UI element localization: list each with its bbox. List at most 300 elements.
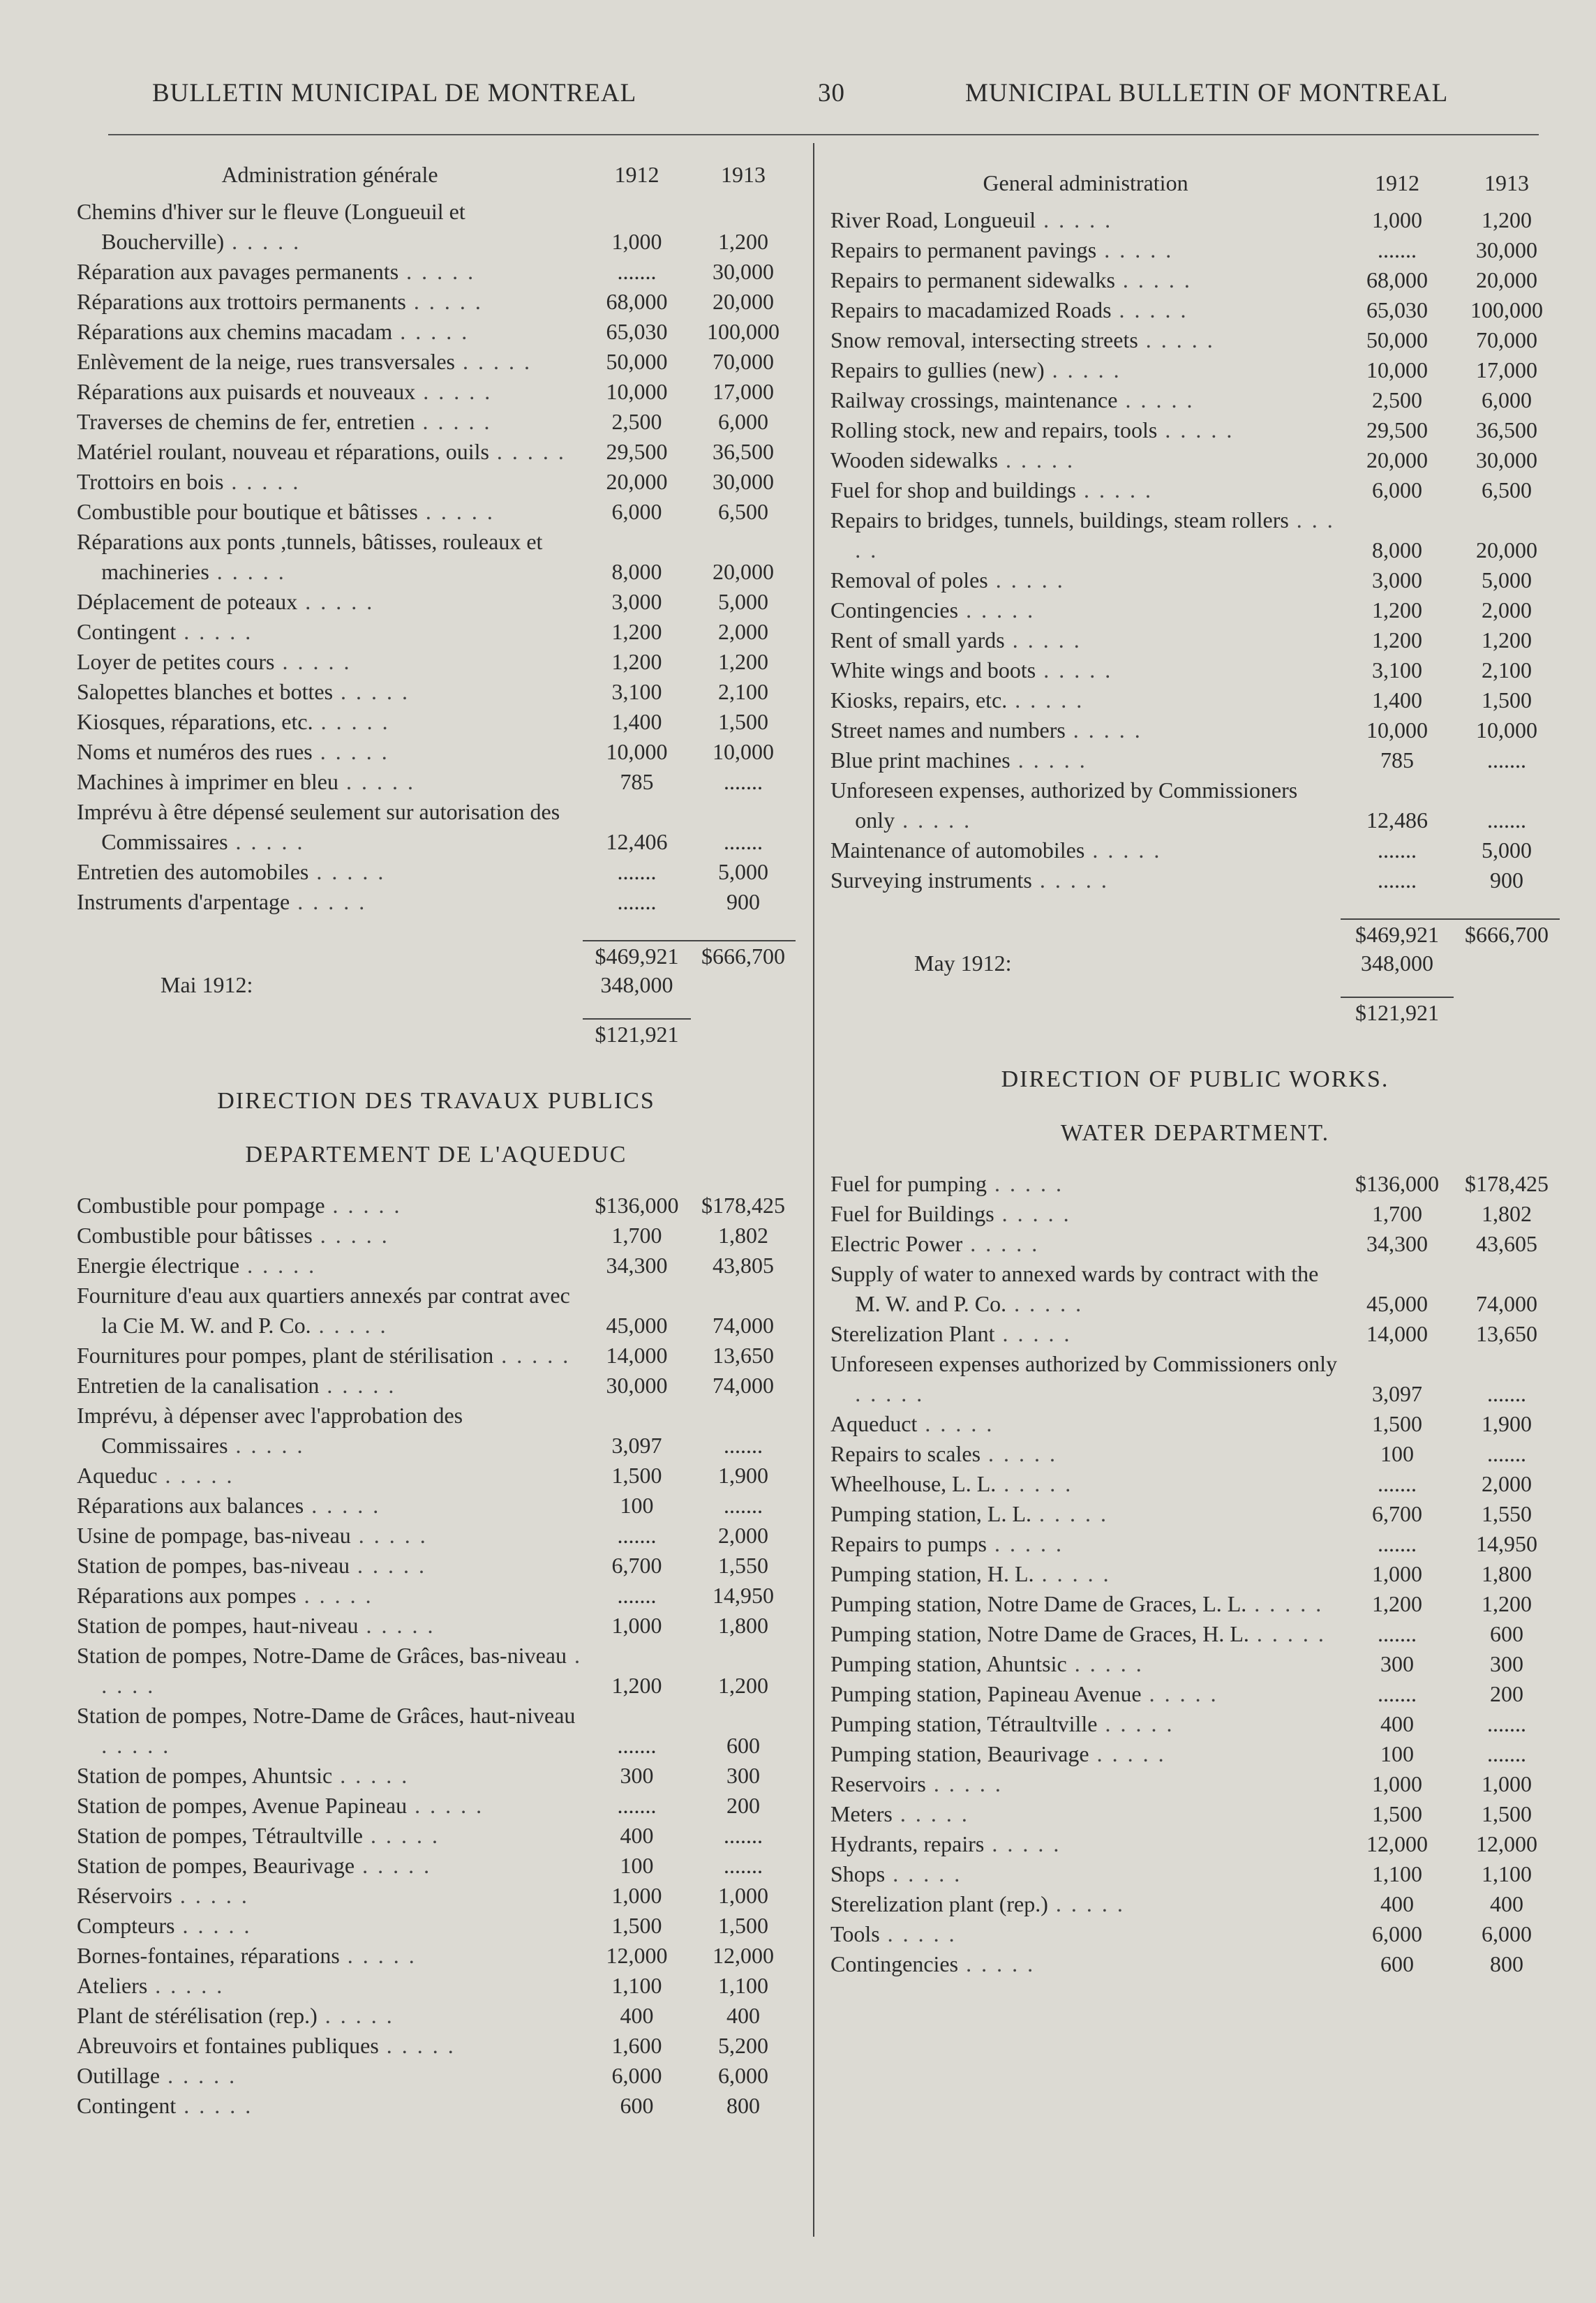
value-1913: 1,100 [1482,1861,1532,1886]
header-title-french: BULLETIN MUNICIPAL DE MONTREAL [152,79,637,107]
dot-leader: . . . . . [363,1823,440,1848]
row-label: Compteurs . . . . . [77,1913,252,1938]
value-1913: 2,000 [1482,1471,1532,1496]
row-label: Supply of water to annexed wards by contract with the M. W. and P. Co. . . . . . [830,1261,1319,1316]
value-1912: 100 [1380,1741,1414,1766]
difference-value: $121,921 [583,1018,691,1050]
admin-header [830,161,1560,205]
table-row [77,1401,796,1461]
row-label: Shops . . . . . [830,1861,962,1886]
row-label: Réparations aux chemins macadam . . . . . [77,319,470,344]
value-1912: $136,000 [1355,1171,1439,1196]
value-1913: 74,000 [713,1373,774,1398]
dot-leader: . . . . . [1010,747,1087,773]
dot-leader: . . . . . [415,409,492,434]
dot-leader: . . . . . [1036,207,1113,232]
row-label: Chemins d'hiver sur le fleuve (Longueuil et Boucherville) . . . . . [77,199,465,254]
value-1912: ....... [617,259,657,284]
row-label: Pumping station, Tétraultville . . . . . [830,1711,1174,1736]
value-1912: 29,500 [1366,417,1428,442]
dot-leader: . . . . . [1044,357,1121,382]
row-label: Combustible pour boutique et bâtisses . . . . . [77,499,495,524]
table-row [77,1581,796,1611]
dot-leader: . . . . . [308,859,386,884]
value-1913: 100,000 [1470,297,1543,322]
table-row [830,1259,1560,1319]
table-row [77,1491,796,1521]
value-1913: 200 [1490,1681,1523,1706]
table-row [830,1409,1560,1439]
row-label: Station de pompes, Ahuntsic . . . . . [77,1763,410,1788]
table-row [77,1851,796,1881]
year-1913: 1913 [721,161,766,187]
dot-leader: . . . . . [1006,1291,1084,1316]
value-1913: 1,900 [1482,1411,1532,1436]
value-1912: 1,000 [1372,207,1422,232]
value-1913: 1,200 [718,1673,768,1698]
english-column [830,161,1560,1979]
row-label: Pumping station, L. L. . . . . . [830,1501,1108,1526]
table-row [830,205,1560,235]
table-row [830,1649,1560,1679]
row-label: Blue print machines . . . . . [830,747,1087,773]
value-1913: 1,500 [1482,687,1532,713]
may-label: Mai 1912: [161,971,253,997]
table-row [830,1679,1560,1709]
table-row [830,505,1560,565]
value-1912: 1,700 [1372,1201,1422,1226]
value-1912: 1,500 [611,1463,662,1488]
value-1912: 1,500 [611,1913,662,1938]
dot-leader: . . . . . [239,1253,317,1278]
table-row [830,865,1560,895]
row-label: Réparations aux trottoirs permanents . . . . . [77,289,483,314]
value-1912: 3,000 [1372,567,1422,592]
row-label: Matériel roulant, nouveau et réparations, ouils . . . . . [77,439,566,464]
table-row [830,1829,1560,1859]
value-1912: 1,200 [1372,1591,1422,1616]
value-1912: 1,200 [1372,627,1422,653]
value-1913: 13,650 [1476,1321,1537,1346]
dot-leader: . . . . . [1141,1681,1218,1706]
value-1913: 900 [1490,867,1523,893]
row-label: Aqueduc . . . . . [77,1463,234,1488]
value-1912: 65,030 [1366,297,1428,322]
table-row [77,677,796,707]
row-label: Contingencies . . . . . [830,597,1036,623]
row-label: Repairs to scales . . . . . [830,1441,1058,1466]
dot-leader: . . . . . [855,507,1335,562]
dot-leader: . . . . . [398,259,476,284]
value-1913: 20,000 [713,559,774,584]
value-1912: 65,030 [606,319,668,344]
table-row [77,1251,796,1281]
table-row [830,1889,1560,1919]
dot-leader: . . . . . [1007,687,1084,713]
admin-title: General administration [983,170,1188,195]
table-row [77,1281,796,1341]
value-1913: ....... [724,769,763,794]
dot-leader: . . . . . [984,1831,1061,1856]
value-1912: 6,000 [611,499,662,524]
may-value: 348,000 [600,971,673,997]
dot-leader: . . . . . [1114,267,1192,292]
value-1912: 45,000 [606,1313,668,1338]
value-1913: 1,000 [1482,1771,1532,1796]
value-1913: ....... [724,829,763,854]
row-label: Surveying instruments . . . . . [830,867,1109,893]
table-row [830,1859,1560,1889]
value-1912: 1,400 [611,709,662,734]
table-row [77,1551,796,1581]
dot-leader: . . . . . [228,829,305,854]
value-1912: 14,000 [1366,1321,1428,1346]
row-label: Kiosks, repairs, etc. . . . . . [830,687,1084,713]
value-1912: 1,100 [1372,1861,1422,1886]
row-label: Repairs to gullies (new) . . . . . [830,357,1121,382]
department-title: WATER DEPARTMENT. [1060,1120,1330,1146]
table-row [77,587,796,617]
dot-leader: . . . . . [986,1531,1064,1556]
row-label: Instruments d'arpentage . . . . . [77,889,367,914]
row-label: Tools . . . . . [830,1921,957,1946]
value-1912: 400 [620,1823,654,1848]
table-row [77,407,796,437]
table-row [830,1769,1560,1799]
dot-leader: . . . . . [1089,1741,1166,1766]
value-1912: 1,600 [611,2033,662,2058]
value-1912: 100 [620,1853,654,1878]
value-1912: 10,000 [606,739,668,764]
value-1912: 3,097 [611,1433,662,1458]
row-label: Enlèvement de la neige, rues transversales . . . . . [77,349,532,374]
value-1913: 20,000 [1476,267,1537,292]
value-1913: 14,950 [1476,1531,1537,1556]
dot-leader: . . . . . [855,1381,925,1406]
table-row [830,1739,1560,1769]
table-row [77,617,796,647]
value-1912: 6,000 [611,2063,662,2088]
table-row [830,1619,1560,1649]
table-row [830,1559,1560,1589]
value-1912: 2,500 [611,409,662,434]
table-row [830,1949,1560,1979]
section-title: DIRECTION OF PUBLIC WORKS. [1001,1066,1389,1092]
row-label: Station de pompes, Notre-Dame de Grâces, bas-niveau . . . . . [77,1643,582,1698]
row-label: River Road, Longueuil . . . . . [830,207,1113,232]
dot-leader: . . . . . [224,229,301,254]
value-1912: ....... [1378,1621,1417,1646]
value-1912: 300 [620,1763,654,1788]
value-1912: 2,500 [1372,387,1422,412]
row-label: Contingent . . . . . [77,2093,253,2118]
dot-leader: . . . . . [313,709,390,734]
dot-leader: . . . . . [958,1951,1036,1976]
water-table [830,1169,1560,1979]
table-row [77,1341,796,1371]
table-row [830,475,1560,505]
value-1913: 6,500 [718,499,768,524]
dot-leader: . . . . . [147,1973,225,1998]
value-1913: 800 [726,2093,760,2118]
dot-leader: . . . . . [101,1733,171,1758]
value-1912: ....... [617,1523,657,1548]
dot-leader: . . . . . [1031,867,1109,893]
dot-leader: . . . . . [885,1861,962,1886]
row-label: Combustible pour bâtisses . . . . . [77,1223,389,1248]
table-row [830,1799,1560,1829]
row-label: Réparations aux ponts ,tunnels, bâtisses, rouleaux et machineries . . . . . [77,529,543,584]
value-1913: 1,800 [1482,1561,1532,1586]
dot-leader: . . . . . [317,2003,394,2028]
dot-leader: . . . . . [1138,327,1215,352]
value-1913: 400 [1490,1891,1523,1916]
value-1912: 10,000 [606,379,668,404]
value-1912: 300 [1380,1651,1414,1676]
dot-leader: . . . . . [489,439,566,464]
value-1913: 2,000 [718,619,768,644]
may-value: 348,000 [1361,950,1433,976]
row-label: Station de pompes, bas-niveau . . . . . [77,1553,427,1578]
admin-totals [830,909,1560,1036]
row-label: Sterelization Plant . . . . . [830,1321,1072,1346]
row-label: Maintenance of automobiles . . . . . [830,837,1162,863]
value-1912: 20,000 [1366,447,1428,472]
value-1913: ....... [1487,747,1526,773]
dot-leader: . . . . . [996,1471,1073,1496]
row-label: Station de pompes, haut-niveau . . . . . [77,1613,435,1638]
value-1912: 1,700 [611,1223,662,1248]
table-row [77,1761,796,1791]
value-1913: 30,000 [1476,447,1537,472]
row-label: Combustible pour pompage . . . . . [77,1193,402,1218]
row-label: Ateliers . . . . . [77,1973,225,1998]
row-label: Meters . . . . . [830,1801,969,1826]
value-1913: 17,000 [1476,357,1537,382]
table-row [77,1911,796,1941]
dot-leader: . . . . . [1047,1891,1125,1916]
table-row [830,565,1560,595]
table-row [830,1199,1560,1229]
dot-leader: . . . . . [333,679,410,704]
table-row [77,257,796,287]
row-label: Pumping station, Notre Dame de Graces, L. L. . . . . . [830,1591,1324,1616]
dot-leader: . . . . . [986,1171,1064,1196]
row-label: Station de pompes, Beaurivage . . . . . [77,1853,432,1878]
table-row [830,655,1560,685]
dot-leader: . . . . . [174,1913,252,1938]
value-1913: 2,100 [718,679,768,704]
page-number: 30 [818,79,845,107]
department-title: DEPARTEMENT DE L'AQUEDUC [245,1142,627,1168]
value-1912: ....... [1378,1471,1417,1496]
dot-leader: . . . . . [339,1943,417,1968]
table-row [830,625,1560,655]
dot-leader: . . . . . [350,1553,427,1578]
row-label: Repairs to macadamized Roads . . . . . [830,297,1188,322]
row-label: Repairs to permanent pavings . . . . . [830,237,1174,262]
dot-leader: . . . . . [895,807,972,833]
row-label: Entretien des automobiles . . . . . [77,859,386,884]
value-1912: 600 [1380,1951,1414,1976]
value-1912: 1,000 [1372,1771,1422,1796]
dot-leader: . . . . . [417,499,495,524]
dot-leader: . . . . . [157,1463,234,1488]
value-1913: 74,000 [713,1313,774,1338]
row-label: Pumping station, Papineau Avenue . . . . . [830,1681,1218,1706]
value-1912: 6,000 [1372,477,1422,502]
table-row [830,1709,1560,1739]
table-row [830,1439,1560,1469]
dot-leader: . . . . . [998,447,1075,472]
dot-leader: . . . . . [1065,717,1142,743]
total-1912: $469,921 [583,940,691,971]
row-label: Fuel for pumping . . . . . [830,1171,1064,1196]
table-row [77,1941,796,1971]
value-1913: ....... [1487,1381,1526,1406]
row-label: Unforeseen expenses authorized by Commissioners only . . . . . [830,1351,1338,1406]
row-label: Electric Power . . . . . [830,1231,1040,1256]
row-label: Removal of poles . . . . . [830,567,1065,592]
dot-leader: . . . . . [290,889,367,914]
value-1913: 1,200 [1482,627,1532,653]
table-row [77,707,796,737]
row-label: Street names and numbers . . . . . [830,717,1142,743]
dot-leader: . . . . . [338,769,415,794]
table-row [77,347,796,377]
value-1912: ....... [617,889,657,914]
table-row [830,595,1560,625]
value-1913: 6,000 [1482,387,1532,412]
value-1912: ....... [1378,1531,1417,1556]
table-row [77,1641,796,1701]
table-row [77,497,796,527]
value-1913: 6,000 [718,2063,768,2088]
value-1912: ....... [1378,867,1417,893]
dot-leader: . . . . . [1004,627,1082,653]
value-1913: 2,000 [1482,597,1532,623]
value-1912: 3,000 [611,589,662,614]
table-row [830,1349,1560,1409]
value-1912: ....... [1378,837,1417,863]
dot-leader: . . . . . [994,1321,1072,1346]
dot-leader: . . . . . [1084,837,1162,863]
dot-leader: . . . . . [311,1313,388,1338]
table-row [77,287,796,317]
row-label: Railway crossings, maintenance . . . . . [830,387,1195,412]
row-label: Réparation aux pavages permanents . . . . . [77,259,476,284]
table-row [77,377,796,407]
dot-leader: . . . . . [325,1193,402,1218]
value-1912: 6,000 [1372,1921,1422,1946]
table-row [77,1221,796,1251]
dot-leader: . . . . . [415,379,493,404]
dot-leader: . . . . . [493,1343,571,1368]
value-1912: 12,000 [606,1943,668,1968]
table-row [830,295,1560,325]
value-1913: 600 [726,1733,760,1758]
row-label: Repairs to bridges, tunnels, buildings, steam rollers . . . . . [830,507,1335,562]
row-label: Rent of small yards . . . . . [830,627,1082,653]
row-label: Bornes-fontaines, réparations . . . . . [77,1943,417,1968]
dot-leader: . . . . . [297,589,375,614]
french-column [77,152,796,2121]
row-label: Rolling stock, new and repairs, tools . . . . . [830,417,1235,442]
table-row [77,2031,796,2061]
value-1913: 1,200 [718,229,768,254]
value-1913: 6,000 [718,409,768,434]
value-1912: $136,000 [595,1193,679,1218]
value-1913: 70,000 [713,349,774,374]
row-label: Fuel for Buildings . . . . . [830,1201,1071,1226]
dot-leader: . . . . . [160,2063,237,2088]
admin-table [830,205,1560,895]
value-1913: 10,000 [1476,717,1537,743]
dot-leader: . . . . . [892,1801,969,1826]
row-label: Outillage . . . . . [77,2063,237,2088]
value-1912: 6,700 [1372,1501,1422,1526]
value-1913: 1,500 [1482,1801,1532,1826]
table-row [77,1821,796,1851]
table-row [830,1319,1560,1349]
row-label: Energie électrique . . . . . [77,1253,317,1278]
value-1912: 785 [1380,747,1414,773]
value-1913: 1,500 [718,709,768,734]
row-label: Pumping station, Beaurivage . . . . . [830,1741,1166,1766]
dot-leader: . . . . . [980,1441,1058,1466]
table-row [830,745,1560,775]
dot-leader: . . . . . [1036,657,1113,683]
value-1913: ....... [1487,1741,1526,1766]
value-1912: 100 [620,1493,654,1518]
row-label: Station de pompes, Notre-Dame de Grâces, haut-niveau . . . . . [77,1703,576,1758]
dot-leader: . . . . . [312,739,389,764]
value-1913: ....... [724,1823,763,1848]
table-row [77,1611,796,1641]
table-row [77,1701,796,1761]
row-label: Déplacement de poteaux . . . . . [77,589,375,614]
table-row [77,527,796,587]
value-1912: 1,500 [1372,1411,1422,1436]
dot-leader: . . . . . [101,1643,582,1698]
table-row [830,775,1560,835]
row-label: Imprévu, à dépenser avec l'approbation des Commissaires . . . . . [77,1403,463,1458]
value-1913: 5,000 [718,859,768,884]
dot-leader: . . . . . [1248,1621,1326,1646]
row-label: Salopettes blanches et bottes . . . . . [77,679,410,704]
value-1912: 14,000 [606,1343,668,1368]
value-1913: 300 [1490,1651,1523,1676]
dot-leader: . . . . . [1246,1591,1324,1616]
value-1912: 50,000 [1366,327,1428,352]
table-row [830,415,1560,445]
row-label: Repairs to permanent sidewalks . . . . . [830,267,1192,292]
value-1912: 45,000 [1366,1291,1428,1316]
table-row [830,355,1560,385]
table-row [77,767,796,797]
value-1912: 1,200 [1372,597,1422,623]
dot-leader: . . . . . [1034,1561,1111,1586]
value-1912: 400 [1380,1891,1414,1916]
dot-leader: . . . . . [879,1921,957,1946]
value-1913: 5,000 [1482,837,1532,863]
dot-leader: . . . . . [405,289,483,314]
value-1912: 1,200 [611,649,662,674]
row-label: Fuel for shop and buildings . . . . . [830,477,1153,502]
row-label: Repairs to pumps . . . . . [830,1531,1064,1556]
table-row [77,887,796,917]
row-label: Pumping station, Notre Dame de Graces, H. L. . . . . . [830,1621,1326,1646]
